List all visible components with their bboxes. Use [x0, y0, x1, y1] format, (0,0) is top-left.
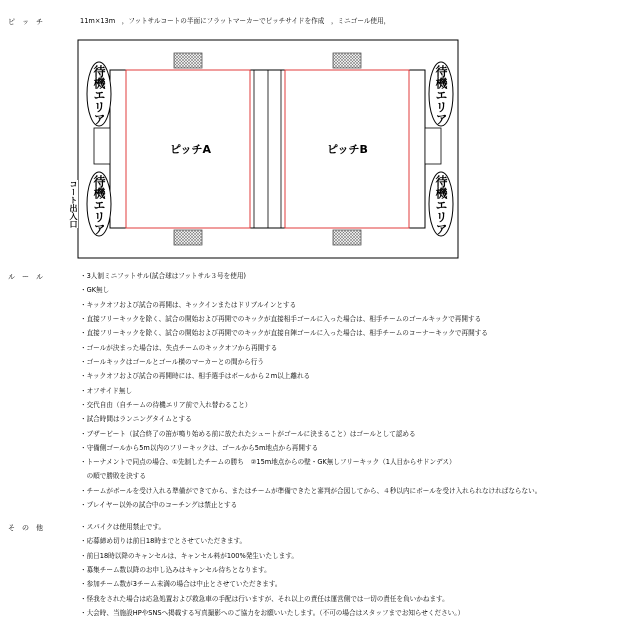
other-item: ・怪我をされた場合は応急処置および救急車の手配は行いますが、それ以上の責任は運営側では一切の責任を負いかねます。: [80, 595, 449, 603]
other-item: ・参加チーム数が3チーム未満の場合は中止とさせていただきます。: [80, 580, 282, 588]
goal-top-b: [333, 53, 361, 68]
goal-top-a: [174, 53, 202, 68]
rule-item: ・ブザービート（試合終了の笛が鳴り始める前に放たれたシュートがゴールに決まること）はゴールとして認める: [80, 430, 416, 438]
waiting-area-label-right-bottom: 待機エリア: [434, 175, 448, 235]
waiting-area-label-left-bottom: 待機エリア: [92, 175, 106, 235]
rule-item: ・オフサイド無し: [80, 387, 133, 395]
rule-item: ・守備側ゴールから5m以内のフリーキックは、ゴールから5m地点から再開する: [80, 444, 319, 452]
other-item: ・募集チーム数以降のお申し込みはキャンセル待ちとなります。: [80, 566, 271, 574]
rule-item: ・直接フリーキックを除く、試合の開始および再開でのキックが直接自陣ゴールに入った場合は、相手チームのコーナーキックで再開する: [80, 329, 488, 337]
rule-item: ・交代自由（自チームの待機エリア前で入れ替わること）: [80, 401, 252, 409]
pitch-section-label: ピ ッ チ: [8, 18, 43, 26]
rule-item: ・キックオフおよび試合の再開時には、相手選手はボールから２m以上離れる: [80, 372, 311, 380]
other-item: ・大会時、当施設HPやSNSへ掲載する写真撮影へのご協力をお願いいたします。（不可の場合はスタッフまでお知らせください。）: [80, 609, 465, 617]
rule-item: ・ゴールが決まった場合は、失点チームのキックオフから再開する: [80, 344, 278, 352]
rule-item: の順で勝敗を決する: [80, 472, 146, 480]
rule-item: ・プレイヤー以外の試合中のコーチングは禁止とする: [80, 501, 238, 509]
pitch-b-label: ピッチB: [327, 143, 368, 156]
waiting-area-label-right-top: 待機エリア: [434, 65, 448, 125]
playing-boundary: [110, 70, 425, 228]
other-item: ・応募締め切りは前日18時までとさせていただきます。: [80, 537, 247, 545]
rule-item: ・チームがボールを受け入れる準備ができてから、またはチームが準備できたと審判が合図してから、４秒以内にボールを受け入れられなければならない。: [80, 487, 542, 495]
rules-section-label: ル ー ル: [8, 273, 43, 281]
pitch-description: 11m×13m ，フットサルコートの半面にフラットマーカーでピッチサイドを作成 ，ミニゴール使用，: [80, 17, 391, 25]
rule-item: ・トーナメントで同点の場合、①先制したチームの勝ち ②15m地点からの壁・GK無しフリーキック（1人目からサドンデス）: [80, 458, 456, 466]
rule-item: ・直接フリーキックを除く、試合の開始および再開でのキックが直接相手ゴールに入った場合は、相手チームのゴールキックで再開する: [80, 315, 482, 323]
court-entrance-label: コート出入口: [69, 180, 78, 228]
rule-item: ・試合時間はランニングタイムとする: [80, 415, 192, 423]
rule-item: ・ゴールキックはゴールとゴール横のマーカーとの間から行う: [80, 358, 264, 366]
left-end-box: [94, 128, 110, 164]
waiting-area-label-left-top: 待機エリア: [92, 65, 106, 125]
right-end-box: [425, 128, 441, 164]
other-item: ・スパイクは使用禁止です。: [80, 523, 166, 531]
other-item: ・前日18時以降のキャンセルは、キャンセル料が100%発生いたします。: [80, 552, 298, 560]
others-section-label: そ の 他: [8, 524, 43, 532]
pitch-a-label: ピッチA: [170, 143, 212, 156]
goal-bottom-a: [174, 230, 202, 245]
goal-bottom-b: [333, 230, 361, 245]
rule-item: ・GK無し: [80, 286, 110, 294]
rule-item: ・キックオフおよび試合の再開は、キックインまたはドリブルインとする: [80, 301, 297, 309]
rule-item: ・3人制ミニフットサル(試合球はフットサル３号を使用): [80, 272, 247, 280]
